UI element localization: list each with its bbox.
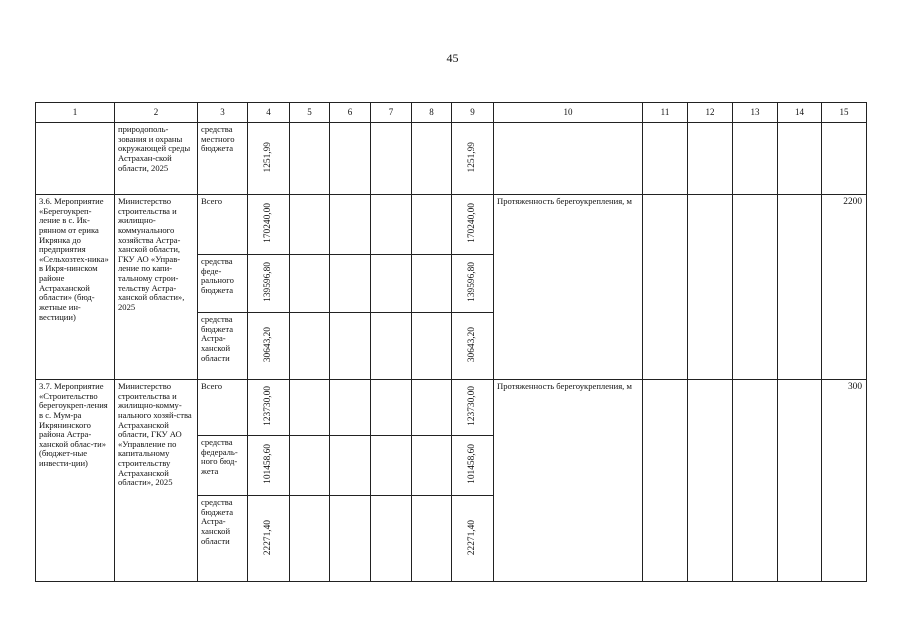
target-value-cell: 300: [822, 380, 867, 582]
amount-value: 30643,20: [263, 327, 274, 363]
executor-cell: природополь-зования и охраны окружающей среды Астрахан-ской области, 2025: [115, 123, 198, 195]
column-header: 13: [733, 103, 778, 123]
amount-cell: [452, 436, 494, 496]
amount-cell: [452, 313, 494, 380]
executor-cell: Министерство строительства и жилищно-коммунального хозяйства Астра-ханской области, ГКУ АО «Управ-ление по капи-тальному строи-тельству Астра-ханской области», 2025: [115, 195, 198, 380]
amount-cell: [248, 255, 290, 313]
amount-cell: [248, 123, 290, 195]
amount-cell: [248, 380, 290, 436]
column-header: 2: [115, 103, 198, 123]
amount-value: 1251,99: [467, 141, 478, 173]
amount-value: 30643,20: [467, 327, 478, 363]
amount-value: 170240,00: [467, 203, 478, 244]
amount-value: 170240,00: [263, 203, 274, 244]
funding-source-cell: Всего: [198, 380, 248, 436]
amount-value: 22271,40: [263, 519, 274, 555]
amount-value: 139596,80: [263, 262, 274, 303]
table-row: [36, 380, 867, 436]
column-header: 6: [330, 103, 371, 123]
amount-cell: [452, 380, 494, 436]
amount-cell: [248, 195, 290, 255]
table-row: [36, 123, 867, 195]
funding-source-cell: средства местного бюджета: [198, 123, 248, 195]
funding-source-cell: Всего: [198, 195, 248, 255]
activity-cell: 3.7. Мероприятие «Строительство берегоукреп-ления в с. Мум-ра Икрянинского района Астра-ханской облас-ти» (бюджет-ные инвести-ции): [36, 380, 115, 582]
column-header: 15: [822, 103, 867, 123]
funding-source-cell: средства феде-рального бюджета: [198, 255, 248, 313]
column-header: 11: [643, 103, 688, 123]
page-number: 45: [446, 51, 459, 65]
column-header: 10: [494, 103, 643, 123]
column-header: 12: [688, 103, 733, 123]
column-header: 7: [371, 103, 412, 123]
amount-value: 101458,60: [263, 444, 274, 485]
amount-cell: [452, 255, 494, 313]
amount-value: 22271,40: [467, 519, 478, 555]
amount-value: 101458,60: [467, 444, 478, 485]
column-header: 1: [36, 103, 115, 123]
column-header: 8: [412, 103, 452, 123]
indicator-cell: Протяженность берегоукрепления, м: [494, 195, 643, 380]
amount-cell: [452, 123, 494, 195]
column-header: 5: [290, 103, 330, 123]
funding-source-cell: средства федераль-ного бюд-жета: [198, 436, 248, 496]
indicator-cell: Протяженность берегоукрепления, м: [494, 380, 643, 582]
column-header: 14: [778, 103, 822, 123]
amount-value: 1251,99: [263, 141, 274, 173]
funding-source-cell: средства бюджета Астра-ханской области: [198, 496, 248, 582]
executor-cell: Министерство строительства и жилищно-комму-нального хозяй-ства Астраханской области, ГКУ АО «Управление по капитальному строительству Астраханской области», 2025: [115, 380, 198, 582]
funding-source-cell: средства бюджета Астра-ханской области: [198, 313, 248, 380]
table-row: [36, 195, 867, 255]
activity-cell: [36, 123, 115, 195]
amount-cell: [452, 496, 494, 582]
amount-value: 123730,00: [263, 386, 274, 427]
column-header: 3: [198, 103, 248, 123]
budget-table: [35, 102, 867, 582]
amount-value: 139596,80: [467, 262, 478, 303]
activity-cell: 3.6. Мероприятие «Берегоукреп-ление в с. Ик-рянном от ерика Икрянка до предприятия «Сельхозтех-ника» в Икря-нинском районе Астраханской области» (бюд-жетные ин-вестиции): [36, 195, 115, 380]
amount-value: 123730,00: [467, 386, 478, 427]
header-row: [36, 103, 867, 123]
target-value-cell: 2200: [822, 195, 867, 380]
column-header: 9: [452, 103, 494, 123]
amount-cell: [248, 313, 290, 380]
amount-cell: [452, 195, 494, 255]
amount-cell: [248, 436, 290, 496]
amount-cell: [248, 496, 290, 582]
column-header: 4: [248, 103, 290, 123]
